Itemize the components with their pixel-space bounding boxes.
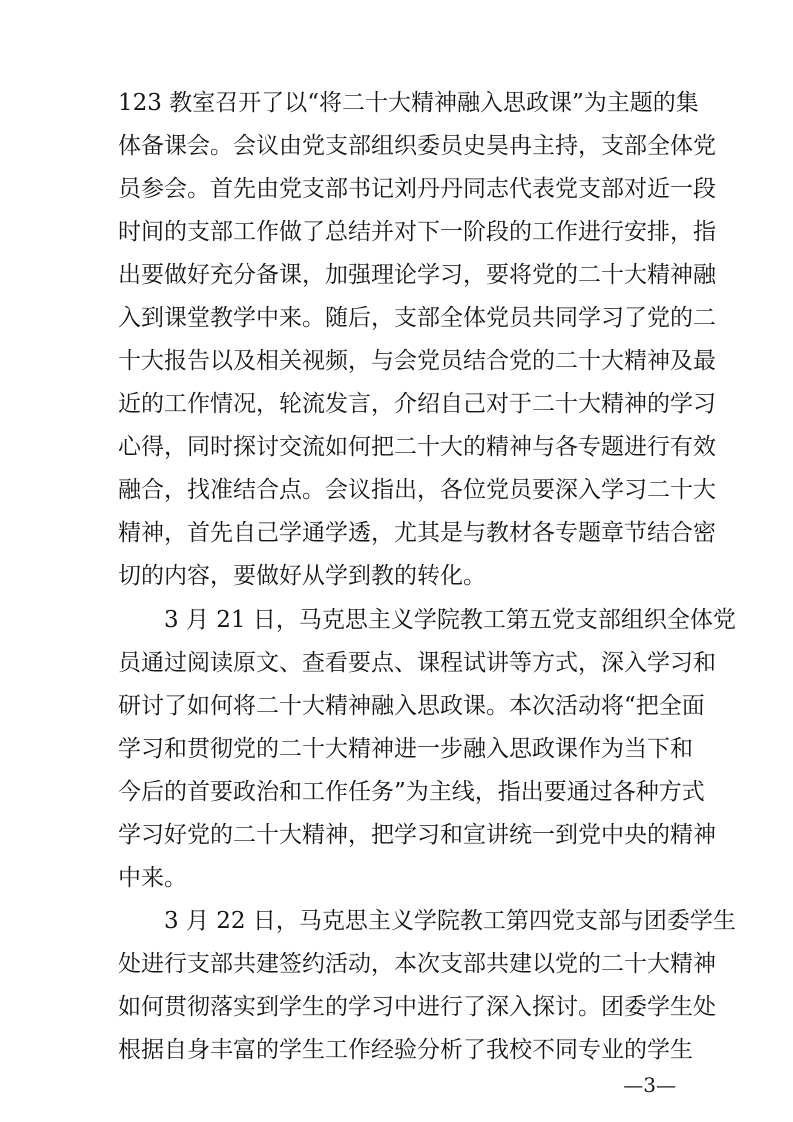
text-line-1: 123 教室召开了以“将二十大精神融入思政课”为主题的集 [118,90,699,116]
text-line-9: 心得，同时探讨交流如何把二十大的精神与各专题进行有效 [118,434,716,460]
text-line-13: 3 月 21 日，马克思主义学院教工第五党支部组织全体党 [164,607,736,633]
text-line-5: 出要做好充分备课，加强理论学习，要将党的二十大精神融 [118,262,716,288]
text-line-22: 如何贯彻落实到学生的学习中进行了深入探讨。团委学生处 [118,994,716,1020]
text-line-7: 十大报告以及相关视频，与会党员结合党的二十大精神及最 [118,348,716,374]
text-line-20: 3 月 22 日，马克思主义学院教工第四党支部与团委学生 [164,908,736,934]
text-line-14: 员通过阅读原文、查看要点、课程试讲等方式，深入学习和 [118,650,716,676]
text-line-16: 学习和贯彻党的二十大精神进一步融入思政课作为当下和 [118,736,693,762]
text-line-11: 精神，首先自己学通学透，尤其是与教材各专题章节结合密 [118,520,716,546]
text-line-19: 中来。 [118,865,187,891]
text-line-2: 体备课会。会议由党支部组织委员史昊冉主持，支部全体党 [118,133,716,159]
text-line-23: 根据自身丰富的学生工作经验分析了我校不同专业的学生 [118,1037,693,1063]
text-line-8: 近的工作情况，轮流发言，介绍自己对于二十大精神的学习 [118,391,716,417]
text-line-4: 时间的支部工作做了总结并对下一阶段的工作进行安排，指 [118,219,716,245]
text-line-17: 今后的首要政治和工作任务”为主线，指出要通过各种方式 [118,779,705,805]
text-line-6: 入到课堂教学中来。随后，支部全体党员共同学习了党的二 [118,305,716,331]
text-line-12: 切的内容，要做好从学到教的转化。 [118,563,486,589]
page-number: —3— [623,1073,676,1097]
text-line-3: 员参会。首先由党支部书记刘丹丹同志代表党支部对近一段 [118,176,716,202]
text-line-10: 融合，找准结合点。会议指出，各位党员要深入学习二十大 [118,477,716,503]
text-line-21: 处进行支部共建签约活动，本次支部共建以党的二十大精神 [118,951,716,977]
text-line-18: 学习好党的二十大精神，把学习和宣讲统一到党中央的精神 [118,822,716,848]
text-line-15: 研讨了如何将二十大精神融入思政课。本次活动将“把全面 [118,693,705,719]
